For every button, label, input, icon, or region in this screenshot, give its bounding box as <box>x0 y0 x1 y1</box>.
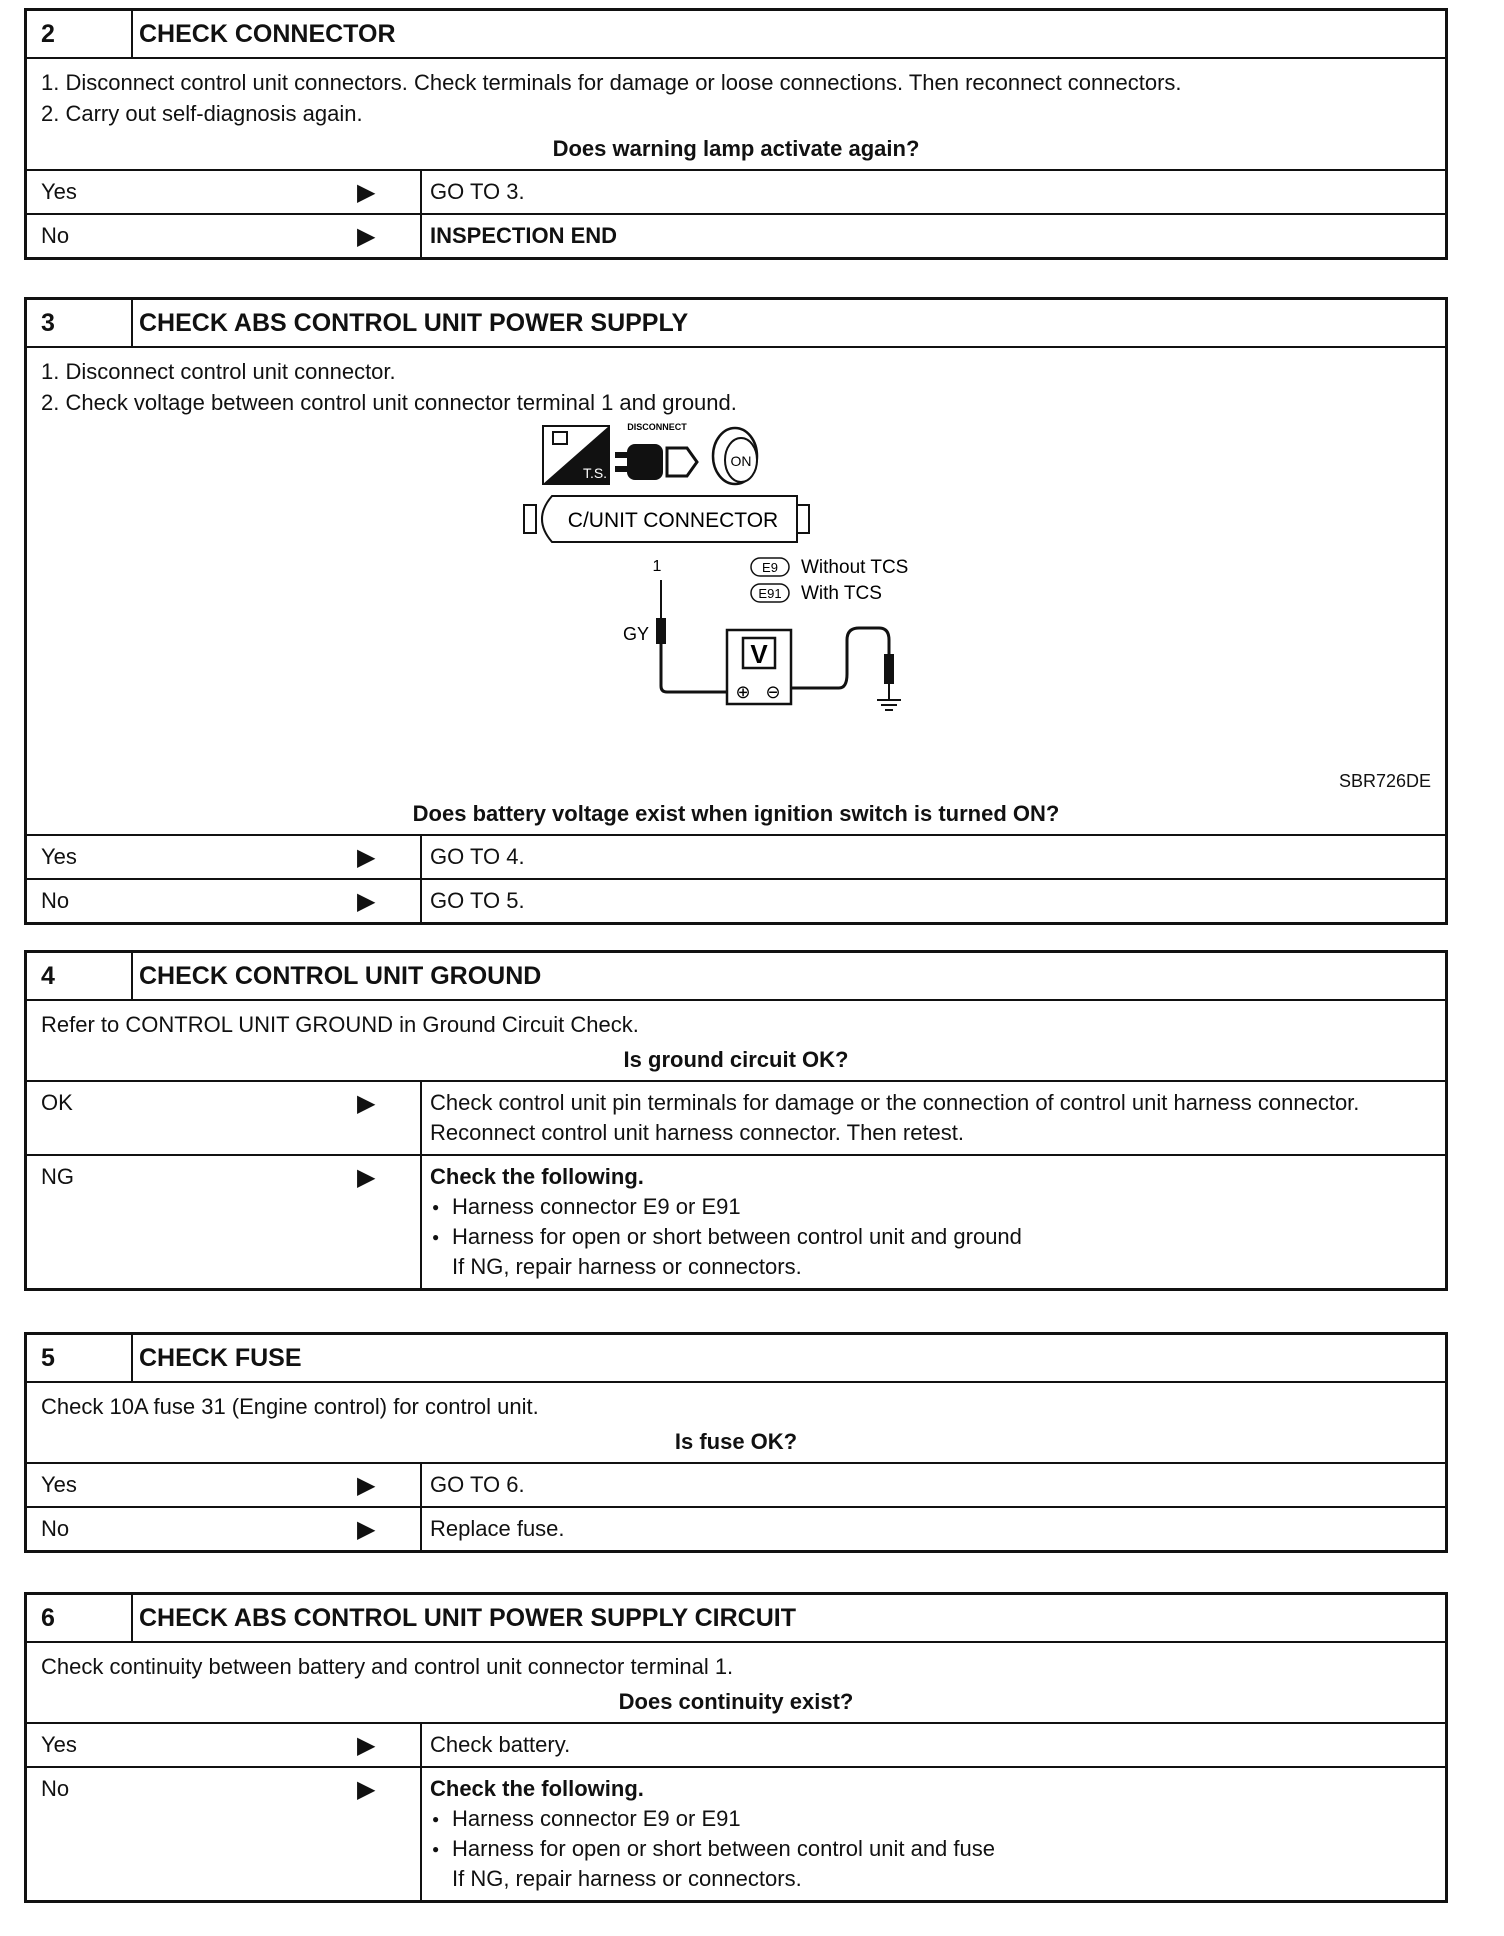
result-row <box>27 171 1445 213</box>
instruction-line: 2. Carry out self-diagnosis again. <box>41 101 363 126</box>
ignition-on-icon <box>713 428 757 484</box>
step-header <box>27 11 1445 59</box>
result-action: INSPECTION END <box>430 223 618 248</box>
control-unit-connector <box>524 496 809 542</box>
result-row <box>27 1464 1445 1506</box>
meter-label: V <box>750 639 768 669</box>
step-question: Does battery voltage exist when ignition switch is turned ON? <box>27 794 1445 836</box>
step-title: CHECK CONTROL UNIT GROUND <box>139 962 542 990</box>
result-label: Yes <box>41 179 77 204</box>
result-label: NG <box>41 1164 74 1189</box>
arrow-icon: ▶ <box>357 1164 376 1191</box>
step-number: 5 <box>27 1335 133 1381</box>
result-action: GO TO 3. <box>430 179 525 204</box>
bullet-icon: ● <box>432 1842 440 1856</box>
result-label: No <box>41 1776 70 1801</box>
plus-terminal: ⊕ <box>735 682 751 703</box>
step-header <box>27 1335 1445 1383</box>
step-header <box>27 300 1445 348</box>
result-row <box>27 1082 1445 1154</box>
step-5-block <box>24 1332 1448 1553</box>
result-action: Check control unit pin terminals for damage or the connection of control unit harness connector. Reconnect control unit harness connector. Then retest. <box>430 1090 1360 1145</box>
result-row <box>27 1724 1445 1766</box>
step-number: 6 <box>27 1595 133 1641</box>
voltmeter-icon <box>727 630 791 704</box>
result-action: GO TO 5. <box>430 888 525 913</box>
check-item: ● Harness connector E9 or E91 <box>430 1804 1437 1834</box>
result-row <box>27 1154 1445 1288</box>
result-action: Replace fuse. <box>430 1516 565 1541</box>
instruction-line: 1. Disconnect control unit connector. <box>41 359 396 384</box>
result-row <box>27 836 1445 878</box>
wire-color-label: GY <box>622 624 649 644</box>
result-row <box>27 1506 1445 1550</box>
step-header <box>27 953 1445 1001</box>
arrow-icon: ▶ <box>357 1732 376 1759</box>
connector-label: C/UNIT CONNECTOR <box>567 509 779 532</box>
result-label: Yes <box>41 844 77 869</box>
result-label: No <box>41 888 70 913</box>
step-question: Does warning lamp activate again? <box>27 129 1445 171</box>
result-label: No <box>41 223 70 248</box>
result-label: Yes <box>41 1732 77 1757</box>
step-instructions <box>27 1383 1445 1422</box>
minus-terminal: ⊖ <box>765 682 781 703</box>
step-title: CHECK FUSE <box>139 1344 302 1372</box>
step-question: Is fuse OK? <box>27 1422 1445 1464</box>
instruction-line: Refer to CONTROL UNIT GROUND in Ground Circuit Check. <box>41 1012 639 1037</box>
step-number: 3 <box>27 300 133 346</box>
svg-text:E9: E9 <box>762 560 778 575</box>
result-row <box>27 878 1445 922</box>
repair-note: If NG, repair harness or connectors. <box>452 1254 802 1279</box>
repair-note: If NG, repair harness or connectors. <box>452 1866 802 1891</box>
result-action: GO TO 4. <box>430 844 525 869</box>
arrow-icon: ▶ <box>357 1516 376 1543</box>
bullet-icon: ● <box>432 1230 440 1244</box>
arrow-icon: ▶ <box>357 888 376 915</box>
ts-icon <box>543 426 609 484</box>
figure-id: SBR726DE <box>1338 771 1431 791</box>
e9-description: Without TCS <box>801 557 909 578</box>
instruction-line: 2. Check voltage between control unit connector terminal 1 and ground. <box>41 390 737 415</box>
result-label: No <box>41 1516 70 1541</box>
disconnect-label: DISCONNECT <box>627 422 687 432</box>
check-item: ● Harness for open or short between control unit and ground <box>430 1222 1437 1252</box>
terminal-number: 1 <box>652 558 662 575</box>
step-instructions <box>27 1643 1445 1682</box>
bullet-icon: ● <box>432 1812 440 1826</box>
result-action-heading: Check the following. <box>430 1776 644 1801</box>
step-instructions <box>27 348 1445 418</box>
result-label: Yes <box>41 1472 77 1497</box>
disconnect-icon <box>615 422 697 480</box>
check-item: ● Harness for open or short between control unit and fuse <box>430 1834 1437 1864</box>
instruction-line: 1. Disconnect control unit connectors. Check terminals for damage or loose connections. Then reconnect connectors. <box>41 70 1182 95</box>
e91-description: With TCS <box>801 583 882 604</box>
step-header <box>27 1595 1445 1643</box>
step-title: CHECK ABS CONTROL UNIT POWER SUPPLY <box>139 309 689 337</box>
bullet-icon: ● <box>432 1200 440 1214</box>
diagram-svg <box>27 418 1445 794</box>
result-action: Check battery. <box>430 1732 571 1757</box>
arrow-icon: ▶ <box>357 1090 376 1117</box>
step-number: 2 <box>27 11 133 57</box>
arrow-icon: ▶ <box>357 179 376 206</box>
arrow-icon: ▶ <box>357 1776 376 1803</box>
result-action-heading: Check the following. <box>430 1164 644 1189</box>
connector-tag-e9 <box>751 557 908 578</box>
connector-tag-e91 <box>751 583 882 604</box>
step-instructions <box>27 59 1445 129</box>
ts-label: T.S. <box>582 465 608 481</box>
step-question: Does continuity exist? <box>27 1682 1445 1724</box>
arrow-icon: ▶ <box>357 223 376 250</box>
step-number: 4 <box>27 953 133 999</box>
step-title: CHECK ABS CONTROL UNIT POWER SUPPLY CIRCUIT <box>139 1604 796 1632</box>
voltage-check-diagram <box>27 418 1445 794</box>
arrow-icon: ▶ <box>357 844 376 871</box>
result-row <box>27 1766 1445 1900</box>
instruction-line: Check 10A fuse 31 (Engine control) for control unit. <box>41 1394 539 1419</box>
svg-text:E91: E91 <box>758 586 782 601</box>
step-question: Is ground circuit OK? <box>27 1040 1445 1082</box>
check-item: ● Harness connector E9 or E91 <box>430 1192 1437 1222</box>
step-title: CHECK CONNECTOR <box>139 20 396 48</box>
instruction-line: Check continuity between battery and control unit connector terminal 1. <box>41 1654 734 1679</box>
step-instructions <box>27 1001 1445 1040</box>
step-3-block <box>24 297 1448 925</box>
result-action: GO TO 6. <box>430 1472 525 1497</box>
step-6-block <box>24 1592 1448 1903</box>
step-2-block <box>24 8 1448 260</box>
step-4-block <box>24 950 1448 1291</box>
ignition-label: ON <box>730 453 752 469</box>
arrow-icon: ▶ <box>357 1472 376 1499</box>
result-row <box>27 213 1445 257</box>
result-label: OK <box>41 1090 73 1115</box>
